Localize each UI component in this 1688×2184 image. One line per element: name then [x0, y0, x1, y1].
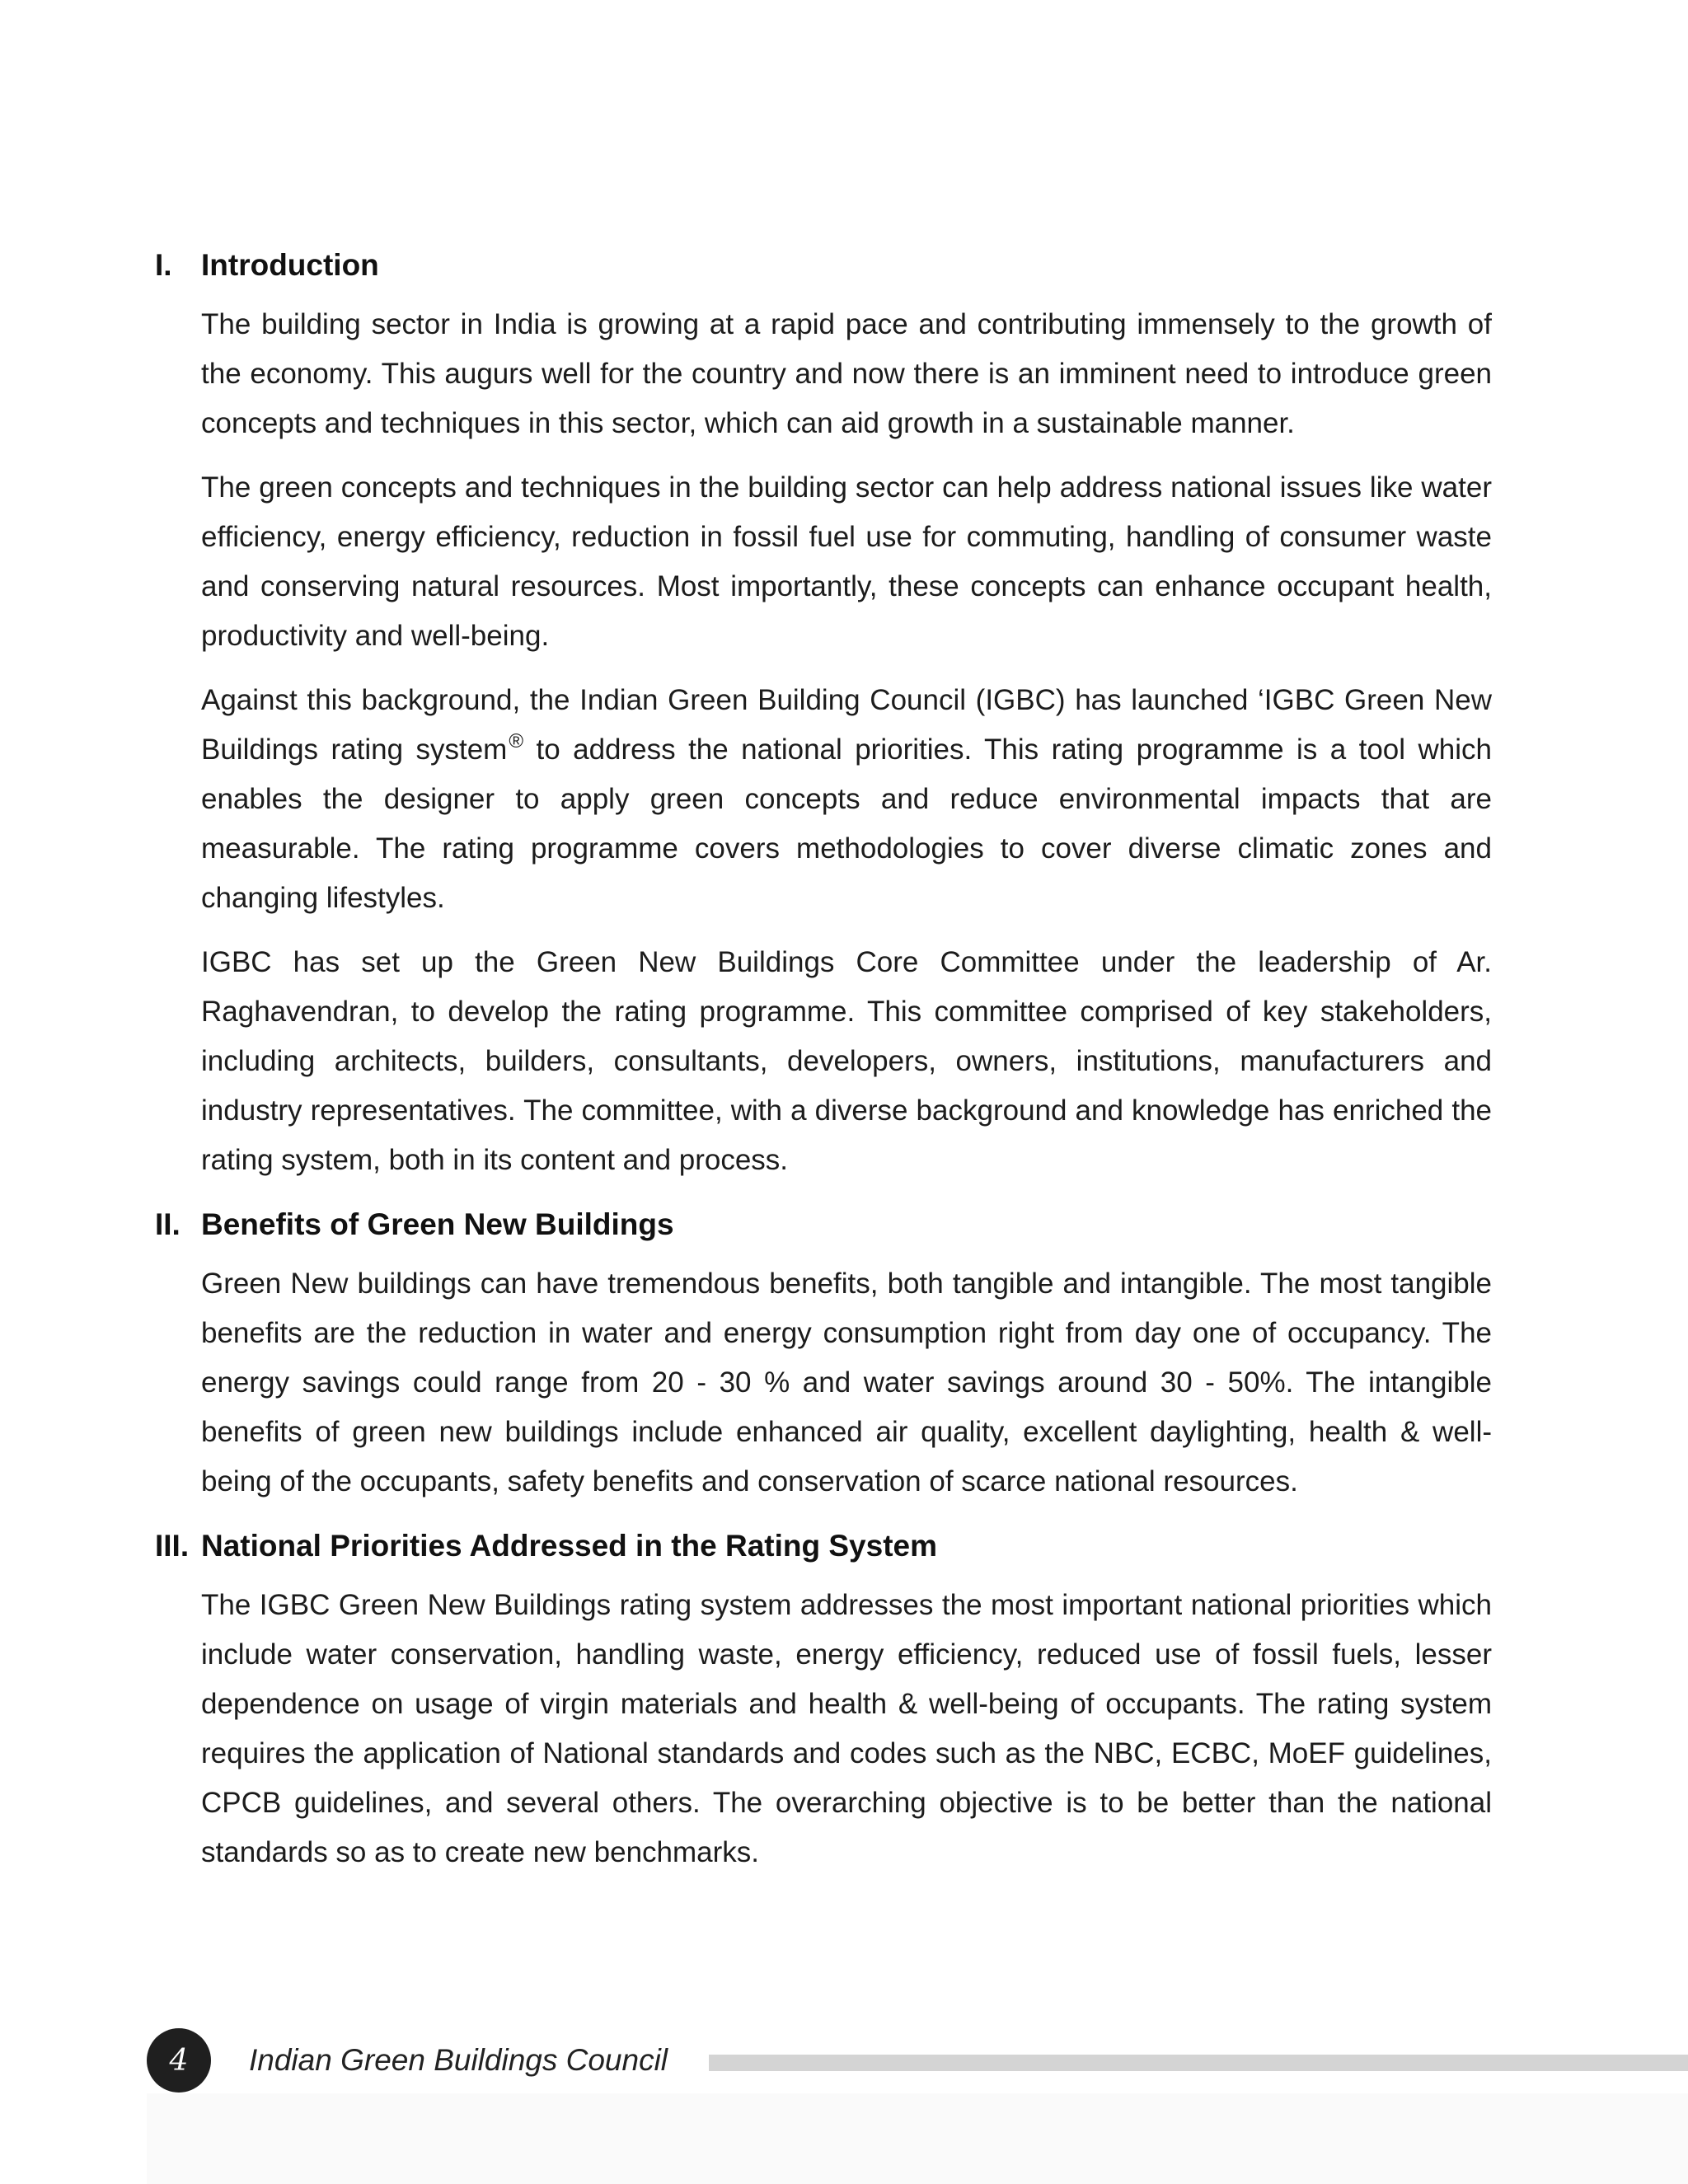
section-national-priorities — [155, 1521, 1492, 1877]
paragraph — [201, 676, 1492, 923]
paragraph-text: IGBC has set up the Green New Buildings Core Committee under the leadership of Ar. Raghavendran, to develop the rating programme. This committee comprised of key stakeholders, including architects, builders, consultants, developers, owners, institutions, manufacturers and industry representatives. The committee, with a diverse background and knowledge has enriched the rating system, both in its content and process. — [201, 946, 1492, 1176]
section-number: I. — [155, 248, 172, 282]
section-introduction — [155, 241, 1492, 1185]
section-benefits — [155, 1200, 1492, 1507]
section-title: Introduction — [201, 248, 379, 282]
page-number: 4 — [169, 2043, 189, 2078]
paragraph-text-before-mark: Against this background, the Indian Green Building Council (IGBC) has launched ‘IGBC Green New Buildings rating system — [201, 684, 1492, 766]
paragraph-text: The IGBC Green New Buildings rating system addresses the most important national priorities which include water conservation, handling waste, energy efficiency, reduced use of fossil fuels, lesser dependence on usage of virgin materials and health & well-being of occupants. The rating system requires the application of National standards and codes such as the NBC, ECBC, MoEF guidelines, CPCB guidelines, and several others. The overarching objective is to be better than the national standards so as to create new benchmarks. — [201, 1589, 1492, 1868]
section-number: III. — [155, 1529, 190, 1563]
section-number: II. — [155, 1207, 181, 1241]
paragraph-text: The building sector in India is growing at a rapid pace and contributing immensely to the growth of the economy. This augurs well for the country and now there is an imminent need to introduce green concepts and techniques in this sector, which can aid growth in a sustainable manner. — [201, 308, 1492, 439]
section-heading — [155, 1200, 1492, 1249]
paragraph — [201, 938, 1492, 1185]
paragraph — [201, 1581, 1492, 1877]
paragraph — [201, 463, 1492, 661]
section-title: Benefits of Green New Buildings — [201, 1207, 674, 1241]
page-number-badge — [147, 2028, 211, 2093]
document-body — [155, 241, 1492, 1892]
registered-mark: ® — [509, 730, 524, 752]
section-title: National Priorities Addressed in the Rating System — [201, 1529, 938, 1563]
paragraph-text-after-mark: to address the national priorities. This rating programme is a tool which enables the designer to apply green concepts and reduce environmental impacts that are measurable. The rating programme covers methodologies to cover diverse climatic zones and changing lifestyles. — [201, 733, 1492, 914]
paragraph — [201, 300, 1492, 448]
page-footer — [147, 2027, 1688, 2093]
paragraph-text: The green concepts and techniques in the building sector can help address national issues like water efficiency, energy efficiency, reduction in fossil fuel use for commuting, handling of consumer waste and conserving natural resources. Most importantly, these concepts can enhance occupant health, productivity and well-being. — [201, 471, 1492, 652]
footer-background-strip — [147, 2093, 1688, 2184]
footer-organization-name: Indian Green Buildings Council — [249, 2043, 668, 2077]
paragraph — [201, 1259, 1492, 1507]
paragraph-text — [201, 676, 1492, 923]
section-heading — [155, 1521, 1492, 1571]
section-heading — [155, 241, 1492, 290]
footer-rule — [709, 2055, 1688, 2071]
paragraph-text: Green New buildings can have tremendous benefits, both tangible and intangible. The most tangible benefits are the reduction in water and energy consumption right from day one of occupancy. The energy savings could range from 20 - 30 % and water savings around 30 - 50%. The intangible benefits of green new buildings include enhanced air quality, excellent daylighting, health & well-being of the occupants, safety benefits and conservation of scarce national resources. — [201, 1268, 1492, 1497]
